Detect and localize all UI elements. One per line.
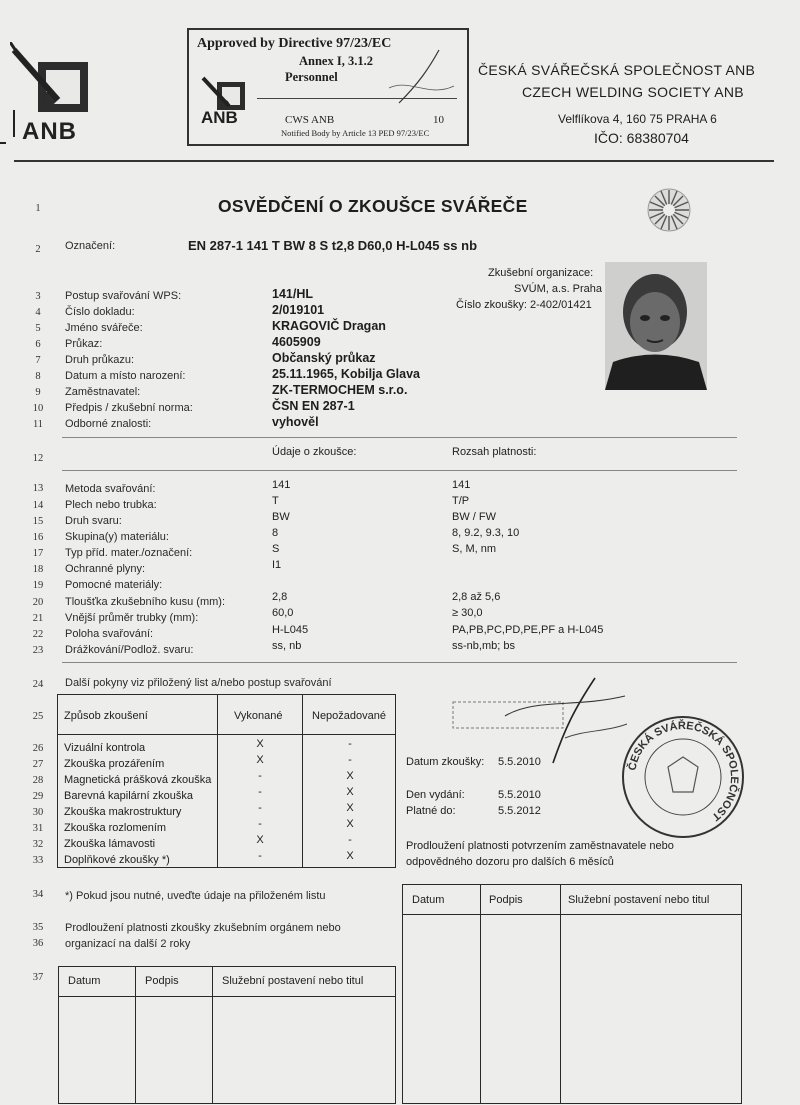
approval-stamp xyxy=(187,28,469,146)
field-label: Druh průkazu: xyxy=(65,354,135,366)
divider xyxy=(62,470,737,471)
employer-signature-table xyxy=(402,884,742,1104)
method-name: Barevná kapilární zkouška xyxy=(64,790,194,802)
field-value: ZK-TERMOCHEM s.r.o. xyxy=(272,383,408,397)
line-number: 13 xyxy=(32,483,44,494)
method-not-required: X xyxy=(346,802,354,814)
sig-table-header-title: Služební postavení nebo titul xyxy=(222,975,364,987)
method-done: - xyxy=(258,786,262,798)
line-number: 4 xyxy=(35,307,41,318)
issue-date-label: Den vydání: xyxy=(406,789,465,801)
test-row-label: Poloha svařování: xyxy=(65,628,154,640)
method-not-required: - xyxy=(348,754,352,766)
test-row-range: ss-nb,mb; bs xyxy=(452,640,515,652)
valid-until-label: Platné do: xyxy=(406,805,456,817)
test-row-test: 8 xyxy=(272,527,279,539)
test-row-label: Pomocné materiály: xyxy=(65,579,163,591)
validity-range-header: Rozsah platnosti: xyxy=(452,446,537,458)
line-number: 33 xyxy=(32,855,44,866)
welder-photo xyxy=(605,262,707,390)
left-logo-text: ANB xyxy=(22,118,77,145)
table-rule xyxy=(480,884,481,1104)
test-row-label: Skupina(y) materiálu: xyxy=(65,531,169,543)
method-done: - xyxy=(258,770,262,782)
test-row-label: Drážkování/Podlož. svaru: xyxy=(65,644,194,656)
table-rule xyxy=(135,966,136,1104)
method-name: Zkouška makrostruktury xyxy=(64,806,182,818)
line-number: 36 xyxy=(32,938,44,949)
test-data-header: Údaje o zkoušce: xyxy=(272,446,357,458)
designation-value: EN 287-1 141 T BW 8 S t2,8 D60,0 H-L045 ss nb xyxy=(188,238,478,253)
line-number: 28 xyxy=(32,775,44,786)
method-not-required: X xyxy=(346,850,354,862)
line-number: 17 xyxy=(32,548,44,559)
line-number: 10 xyxy=(32,403,44,414)
stamp-line3: Personnel xyxy=(285,70,338,84)
line-number: 26 xyxy=(32,743,44,754)
further-instructions-note: Další pokyny viz přiložený list a/nebo postup svařování xyxy=(65,677,332,689)
field-value: KRAGOVIČ Dragan xyxy=(272,319,386,333)
method-name: Zkouška prozářením xyxy=(64,758,165,770)
org-name-en: CZECH WELDING SOCIETY ANB xyxy=(522,84,744,100)
test-row-label: Tloušťka zkušebního kusu (mm): xyxy=(65,596,226,608)
test-row-test: 141 xyxy=(272,479,291,491)
org-address: Velflíkova 4, 160 75 PRAHA 6 xyxy=(558,112,717,126)
test-row-label: Ochranné plyny: xyxy=(65,563,146,575)
methods-header-done: Vykonané xyxy=(234,710,283,722)
table-rule xyxy=(560,884,561,1104)
exam-date-label: Datum zkoušky: xyxy=(406,756,485,768)
line-number: 24 xyxy=(32,679,44,690)
line-number: 15 xyxy=(32,516,44,527)
test-row-range: S, M, nm xyxy=(452,543,497,555)
line-number: 11 xyxy=(32,419,44,430)
page-title: OSVĚDČENÍ O ZKOUŠCE SVÁŘEČE xyxy=(218,196,528,216)
line-number: 23 xyxy=(32,645,44,656)
divider xyxy=(62,437,737,438)
test-row-range: 141 xyxy=(452,479,471,491)
test-row-test: T xyxy=(272,495,279,507)
line-number: 25 xyxy=(32,711,44,722)
round-stamp-text: ČESKÁ SVÁŘEČSKÁ SPOLEČNOST xyxy=(626,719,741,823)
test-row-range: 8, 9.2, 9.3, 10 xyxy=(452,527,520,539)
field-label: Průkaz: xyxy=(65,338,103,350)
test-row-range: BW / FW xyxy=(452,511,496,523)
line-number: 20 xyxy=(32,597,44,608)
field-value: 25.11.1965, Kobilja Glava xyxy=(272,367,421,381)
extension-employer-line1: Prodloužení platnosti potvrzením zaměstnavatele nebo xyxy=(406,840,674,852)
svg-text:ČESKÁ SVÁŘEČSKÁ SPOLEČNOST xyxy=(625,719,740,823)
issue-date-value: 5.5.2010 xyxy=(498,789,541,801)
method-name: Doplňkové zkoušky *) xyxy=(64,854,170,866)
sig-table-header-date: Datum xyxy=(412,894,445,906)
line-number: 30 xyxy=(32,807,44,818)
method-not-required: X xyxy=(346,818,354,830)
test-row-range: PA,PB,PC,PD,PE,PF a H-L045 xyxy=(452,624,604,636)
line-number: 22 xyxy=(32,629,44,640)
stamp-line4: CWS ANB xyxy=(285,114,335,126)
methods-header-method: Způsob zkoušení xyxy=(64,710,148,722)
extension-body-line1: Prodloužení platnosti zkoušky zkušebním orgánem nebo xyxy=(65,922,341,934)
field-value: vyhověl xyxy=(272,415,319,429)
test-row-test: S xyxy=(272,543,280,555)
method-not-required: - xyxy=(348,834,352,846)
line-number: 14 xyxy=(32,500,44,511)
line-number: 37 xyxy=(32,972,44,983)
hologram-seal-icon xyxy=(645,186,693,234)
left-bracket-mark xyxy=(0,142,6,144)
test-row-range: T/P xyxy=(452,495,470,507)
sig-table-header-signature: Podpis xyxy=(145,975,179,987)
method-done: - xyxy=(258,818,262,830)
method-done: - xyxy=(258,850,262,862)
table-rule xyxy=(212,966,213,1104)
stamp-line1: Approved by Directive 97/23/EC xyxy=(197,36,392,51)
method-done: X xyxy=(256,754,264,766)
org-ico: IČO: 68380704 xyxy=(594,130,689,146)
line-number: 35 xyxy=(32,922,44,933)
extension-body-line2: organizací na další 2 roky xyxy=(65,938,191,950)
methods-header-not-required: Nepožadované xyxy=(312,710,387,722)
test-row-test: I1 xyxy=(272,559,282,571)
header-divider xyxy=(14,160,774,162)
org-name-cz: ČESKÁ SVÁŘEČSKÁ SPOLEČNOST ANB xyxy=(478,62,756,78)
field-value: 2/019101 xyxy=(272,303,325,317)
method-not-required: X xyxy=(346,786,354,798)
exam-org-label: Zkušební organizace: xyxy=(488,267,594,279)
test-row-test: 2,8 xyxy=(272,591,288,603)
field-label: Odborné znalosti: xyxy=(65,418,152,430)
line-number: 18 xyxy=(32,564,44,575)
portrait-icon xyxy=(605,262,707,390)
test-row-range: 2,8 až 5,6 xyxy=(452,591,501,603)
line-number: 21 xyxy=(32,613,44,624)
field-label: Číslo dokladu: xyxy=(65,306,135,318)
field-label: Postup svařování WPS: xyxy=(65,290,182,302)
exam-org-name: SVÚM, a.s. Praha xyxy=(514,283,603,295)
line-number: 8 xyxy=(35,371,41,382)
stamp-number: 10 xyxy=(433,114,444,126)
line-number: 6 xyxy=(35,339,41,350)
line-number: 9 xyxy=(35,387,41,398)
test-row-label: Metoda svařování: xyxy=(65,483,156,495)
stamp-logo-text: ANB xyxy=(201,108,238,127)
line-number: 32 xyxy=(32,839,44,850)
field-value: 4605909 xyxy=(272,335,321,349)
exam-cert-number: Číslo zkoušky: 2-402/01421 xyxy=(456,299,592,311)
table-rule xyxy=(402,914,742,915)
designation-label: Označení: xyxy=(65,240,116,252)
field-label: Datum a místo narození: xyxy=(65,370,186,382)
line-number: 16 xyxy=(32,532,44,543)
field-label: Jméno svářeče: xyxy=(65,322,143,334)
test-row-test: BW xyxy=(272,511,290,523)
line-number: 34 xyxy=(32,889,44,900)
line-number: 7 xyxy=(35,355,41,366)
test-row-range: ≥ 30,0 xyxy=(452,607,483,619)
field-value: 141/HL xyxy=(272,287,313,301)
line-number: 1 xyxy=(35,203,41,214)
field-label: Předpis / zkušební norma: xyxy=(65,402,193,414)
method-name: Zkouška lámavosti xyxy=(64,838,156,850)
line-number: 31 xyxy=(32,823,44,834)
sig-table-header-signature: Podpis xyxy=(489,894,523,906)
method-name: Zkouška rozlomením xyxy=(64,822,167,834)
valid-until-value: 5.5.2012 xyxy=(498,805,541,817)
table-rule xyxy=(217,694,218,868)
test-row-label: Vnější průměr trubky (mm): xyxy=(65,612,199,624)
table-rule xyxy=(58,996,396,997)
field-value: ČSN EN 287-1 xyxy=(272,399,355,413)
line-number: 5 xyxy=(35,323,41,334)
stamp-line5: Notified Body by Article 13 PED 97/23/EC xyxy=(281,128,430,138)
method-name: Vizuální kontrola xyxy=(64,742,146,754)
stamp-signature-icon xyxy=(369,48,459,108)
method-not-required: - xyxy=(348,738,352,750)
extension-employer-line2: odpovědného dozoru pro dalších 6 měsíců xyxy=(406,856,614,868)
test-row-test: ss, nb xyxy=(272,640,302,652)
line-number: 27 xyxy=(32,759,44,770)
line-number: 2 xyxy=(35,244,41,255)
stamp-line2: Annex I, 3.1.2 xyxy=(299,54,373,68)
test-row-label: Plech nebo trubka: xyxy=(65,499,157,511)
line-number: 12 xyxy=(32,453,44,464)
table-rule xyxy=(57,734,396,735)
method-done: X xyxy=(256,738,264,750)
round-stamp-icon xyxy=(618,712,748,842)
sig-table-header-title: Služební postavení nebo titul xyxy=(568,894,710,906)
field-label: Zaměstnavatel: xyxy=(65,386,141,398)
signature-mark-icon xyxy=(445,668,645,768)
test-row-label: Typ příd. mater./označení: xyxy=(65,547,193,559)
sig-table-header-date: Datum xyxy=(68,975,101,987)
test-row-test: 60,0 xyxy=(272,607,294,619)
exam-date-value: 5.5.2010 xyxy=(498,756,541,768)
method-name: Magnetická prášková zkouška xyxy=(64,774,212,786)
test-row-label: Druh svaru: xyxy=(65,515,122,527)
method-not-required: X xyxy=(346,770,354,782)
line-number: 29 xyxy=(32,791,44,802)
method-done: - xyxy=(258,802,262,814)
line-number: 3 xyxy=(35,291,41,302)
field-value: Občanský průkaz xyxy=(272,351,376,365)
test-row-test: H-L045 xyxy=(272,624,309,636)
divider xyxy=(62,662,737,663)
method-done: X xyxy=(256,834,264,846)
table-rule xyxy=(302,694,303,868)
line-number: 19 xyxy=(32,580,44,591)
footnote: *) Pokud jsou nutné, uveďte údaje na přiloženém listu xyxy=(65,890,326,902)
